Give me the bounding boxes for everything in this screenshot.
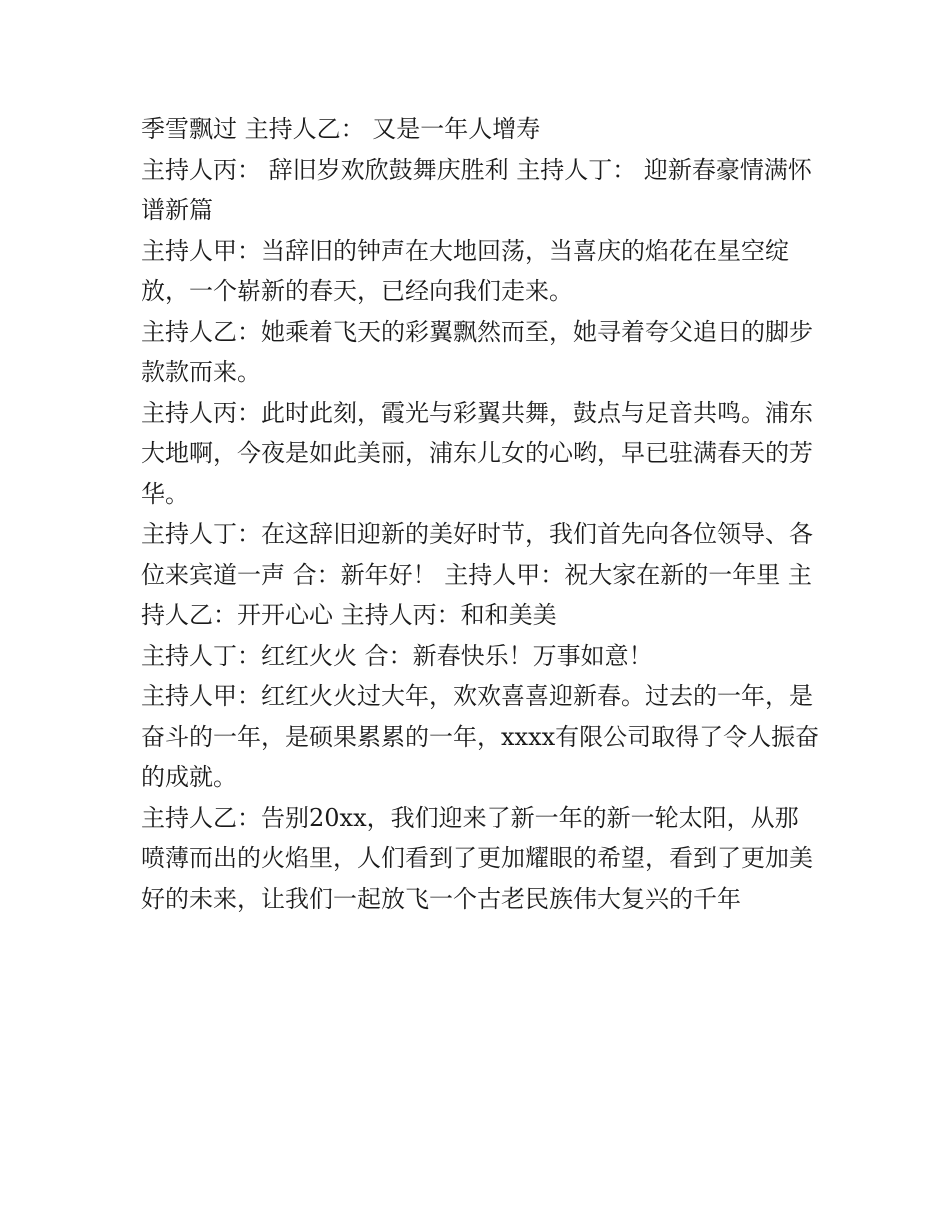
paragraph-8: 主持人甲：红红火火过大年，欢欢喜喜迎新春。过去的一年，是奋斗的一年，是硕果累累的一年，xxxx有限公司取得了令人振奋的成就。	[141, 682, 820, 791]
paragraph-5: 主持人丙：此时此刻，霞光与彩翼共舞，鼓点与足音共鸣。浦东大地啊，今夜是如此美丽，浦东儿女的心哟，早已驻满春天的芳华。	[141, 398, 813, 508]
document-body	[141, 109, 821, 919]
paragraph-7: 主持人丁：红红火火 合：新春快乐！万事如意！	[141, 641, 653, 670]
paragraph-2: 主持人丙： 辞旧岁欢欣鼓舞庆胜利 主持人丁： 迎新春豪情满怀谱新篇	[141, 155, 812, 224]
paragraph-3: 主持人甲：当辞旧的钟声在大地回荡，当喜庆的焰花在星空绽放，一个崭新的春天，已经向我们走来。	[141, 236, 789, 305]
paragraph-4: 主持人乙：她乘着飞天的彩翼飘然而至，她寻着夸父追日的脚步款款而来。	[141, 317, 813, 386]
paragraph-6: 主持人丁：在这辞旧迎新的美好时节，我们首先向各位领导、各位来宾道一声 合：新年好！ 主持人甲：祝大家在新的一年里 主持人乙：开开心心 主持人丙：和和美美	[141, 520, 813, 629]
paragraph-1: 季雪飘过 主持人乙： 又是一年人增寿	[141, 115, 541, 143]
paragraph-9: 主持人乙：告别20xx，我们迎来了新一年的新一轮太阳，从那喷薄而出的火焰里，人们看到了更加耀眼的希望，看到了更加美好的未来，让我们一起放飞一个古老民族伟大复兴的千年	[141, 803, 813, 913]
